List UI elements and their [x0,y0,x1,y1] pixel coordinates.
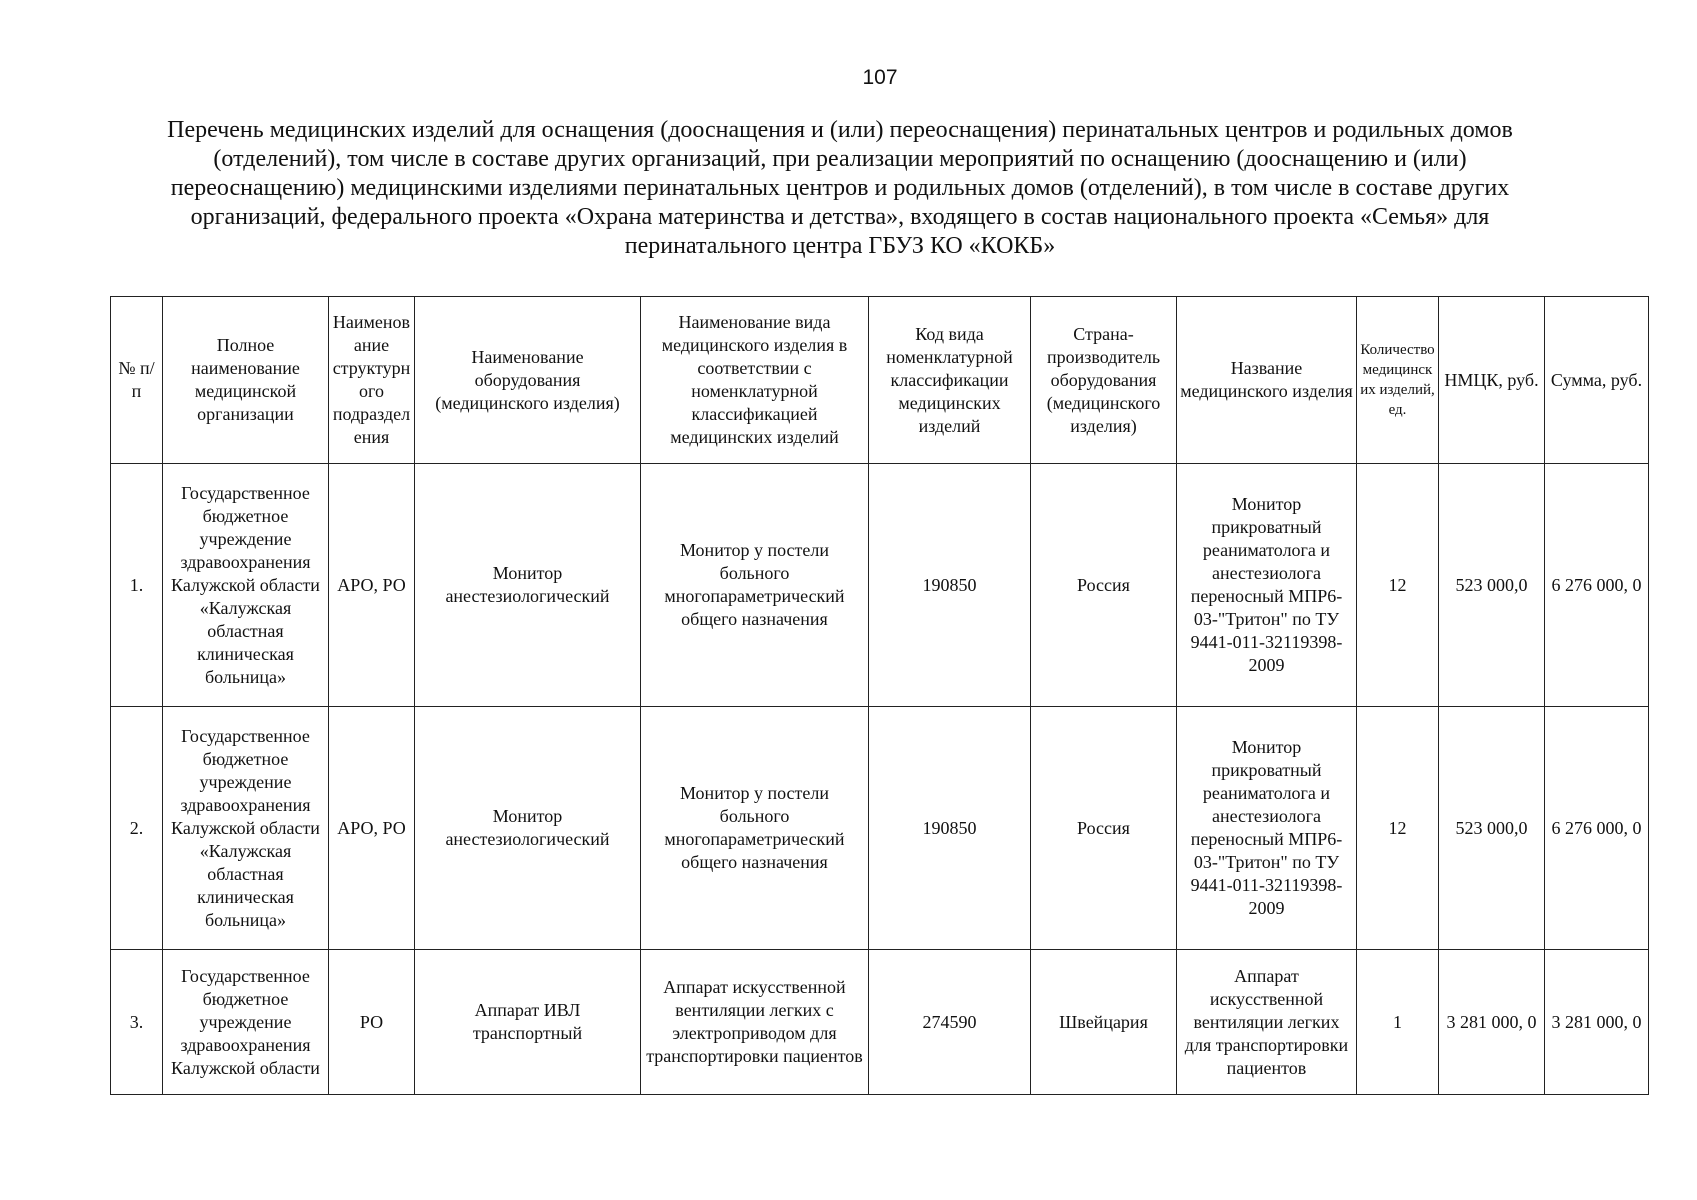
header-qty: Количество медицинских изделий, ед. [1357,297,1439,464]
cell-device-name: Монитор прикроватный реаниматолога и анестезиолога переносный МПР6-03-"Тритон" по ТУ 9441-011-32119398-2009 [1177,464,1357,707]
title-line: перинатального центра ГБУЗ КО «КОКБ» [624,233,1056,259]
cell-equipment: Аппарат ИВЛ транспортный [415,950,641,1095]
cell-device-name: Аппарат искусственной вентиляции легких для транспортировки пациентов [1177,950,1357,1095]
cell-sum: 6 276 000, 0 [1545,707,1649,950]
cell-code: 274590 [869,950,1031,1095]
cell-qty: 1 [1357,950,1439,1095]
title-line: переоснащению) медицинскими изделиями перинатальных центров и родильных домов (отделений), в том числе в составе других [170,175,1510,201]
cell-code: 190850 [869,464,1031,707]
cell-equipment: Монитор анестезиологический [415,707,641,950]
cell-qty: 12 [1357,707,1439,950]
cell-org: Государственное бюджетное учреждение здравоохранения Калужской области «Калужская областная клиническая больница» [163,707,329,950]
header-kind: Наименование вида медицинского изделия в соответствии с номенклатурной классификацией медицинских изделий [641,297,869,464]
cell-unit: АРО, РО [329,464,415,707]
document-title [130,116,1550,261]
cell-country: Швейцария [1031,950,1177,1095]
table-row [111,464,1649,707]
header-num: № п/п [111,297,163,464]
cell-equipment: Монитор анестезиологический [415,464,641,707]
equipment-table [110,296,1649,1095]
cell-nmck: 523 000,0 [1439,707,1545,950]
cell-org: Государственное бюджетное учреждение здравоохранения Калужской области «Калужская областная клиническая больница» [163,464,329,707]
header-country: Страна-производитель оборудования (медицинского изделия) [1031,297,1177,464]
header-equipment: Наименование оборудования (медицинского изделия) [415,297,641,464]
header-unit: Наименование структурного подразделения [329,297,415,464]
cell-org: Государственное бюджетное учреждение здравоохранения Калужской области [163,950,329,1095]
cell-device-name: Монитор прикроватный реаниматолога и анестезиолога переносный МПР6-03-"Тритон" по ТУ 9441-011-32119398-2009 [1177,707,1357,950]
title-line: (отделений), том числе в составе других организаций, при реализации мероприятий по оснащению (дооснащению и (или) [213,146,1467,172]
title-line: организаций, федерального проекта «Охрана материнства и детства», входящего в состав национального проекта «Семья» для [190,204,1490,230]
cell-nmck: 523 000,0 [1439,464,1545,707]
cell-unit: РО [329,950,415,1095]
cell-country: Россия [1031,707,1177,950]
table-row [111,707,1649,950]
cell-nmck: 3 281 000, 0 [1439,950,1545,1095]
cell-code: 190850 [869,707,1031,950]
cell-unit: АРО, РО [329,707,415,950]
cell-num: 1. [111,464,163,707]
cell-kind: Монитор у постели больного многопараметрический общего назначения [641,464,869,707]
cell-sum: 6 276 000, 0 [1545,464,1649,707]
cell-country: Россия [1031,464,1177,707]
page-number: 107 [862,66,898,89]
cell-kind: Аппарат искусственной вентиляции легких с электроприводом для транспортировки пациентов [641,950,869,1095]
cell-num: 3. [111,950,163,1095]
header-code: Код вида номенклатурной классификации медицинских изделий [869,297,1031,464]
cell-sum: 3 281 000, 0 [1545,950,1649,1095]
table-header-row [111,297,1649,464]
title-line: Перечень медицинских изделий для оснащения (дооснащения и (или) переоснащения) перинатальных центров и родильных домов [167,117,1513,143]
header-org: Полное наименование медицинской организации [163,297,329,464]
cell-num: 2. [111,707,163,950]
header-device-name: Название медицинского изделия [1177,297,1357,464]
header-sum: Сумма, руб. [1545,297,1649,464]
cell-kind: Монитор у постели больного многопараметрический общего назначения [641,707,869,950]
header-nmck: НМЦК, руб. [1439,297,1545,464]
cell-qty: 12 [1357,464,1439,707]
table-row [111,950,1649,1095]
